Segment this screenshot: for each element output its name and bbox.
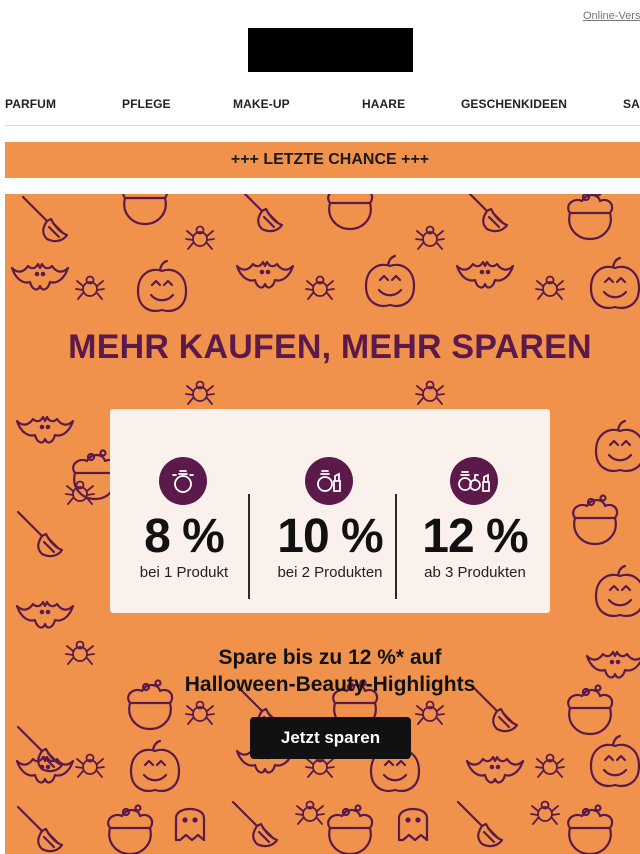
nav-item-geschenkideen[interactable]: GESCHENKIDEEN (461, 97, 567, 111)
tier-3-label: ab 3 Produkten (424, 564, 526, 581)
brand-logo[interactable] (248, 28, 413, 72)
jetzt-sparen-button[interactable]: Jetzt sparen (250, 717, 411, 759)
online-shipping-link[interactable]: Online-Vers (583, 10, 640, 22)
promo-headline: MEHR KAUFEN, MEHR SPAREN (68, 328, 592, 366)
tier-1-percent: 8 % (144, 510, 224, 563)
nav-divider (5, 125, 640, 126)
tier-divider (395, 494, 397, 599)
tier-1-label: bei 1 Produkt (139, 564, 229, 581)
ring-and-lipstick-icon (305, 457, 353, 505)
last-chance-banner[interactable] (5, 142, 640, 178)
offer-line-2: Halloween-Beauty-Highlights (184, 673, 476, 696)
nav-item-parfum[interactable]: PARFUM (5, 97, 57, 111)
tier-3-percent: 12 % (422, 510, 528, 563)
nav-item-haare[interactable]: HAARE (362, 97, 406, 111)
discount-tier-card (110, 409, 550, 613)
nav-item-make-up[interactable]: MAKE-UP (233, 97, 290, 111)
offer-text (5, 644, 640, 698)
offer-line-1: Spare bis zu 12 %* auf (218, 646, 442, 669)
main-navigation (5, 97, 640, 111)
last-chance-text: +++ LETZTE CHANCE +++ (230, 151, 430, 168)
ring-icon (159, 457, 207, 505)
halloween-promo-banner[interactable] (5, 194, 640, 854)
ring-lipstick-bottle-icon (450, 457, 498, 505)
tier-2-percent: 10 % (277, 510, 383, 563)
nav-item-sale[interactable]: SA (623, 97, 640, 111)
nav-item-pflege[interactable]: PFLEGE (122, 97, 171, 111)
tier-divider (248, 494, 250, 599)
tier-2-label: bei 2 Produkten (277, 564, 383, 581)
